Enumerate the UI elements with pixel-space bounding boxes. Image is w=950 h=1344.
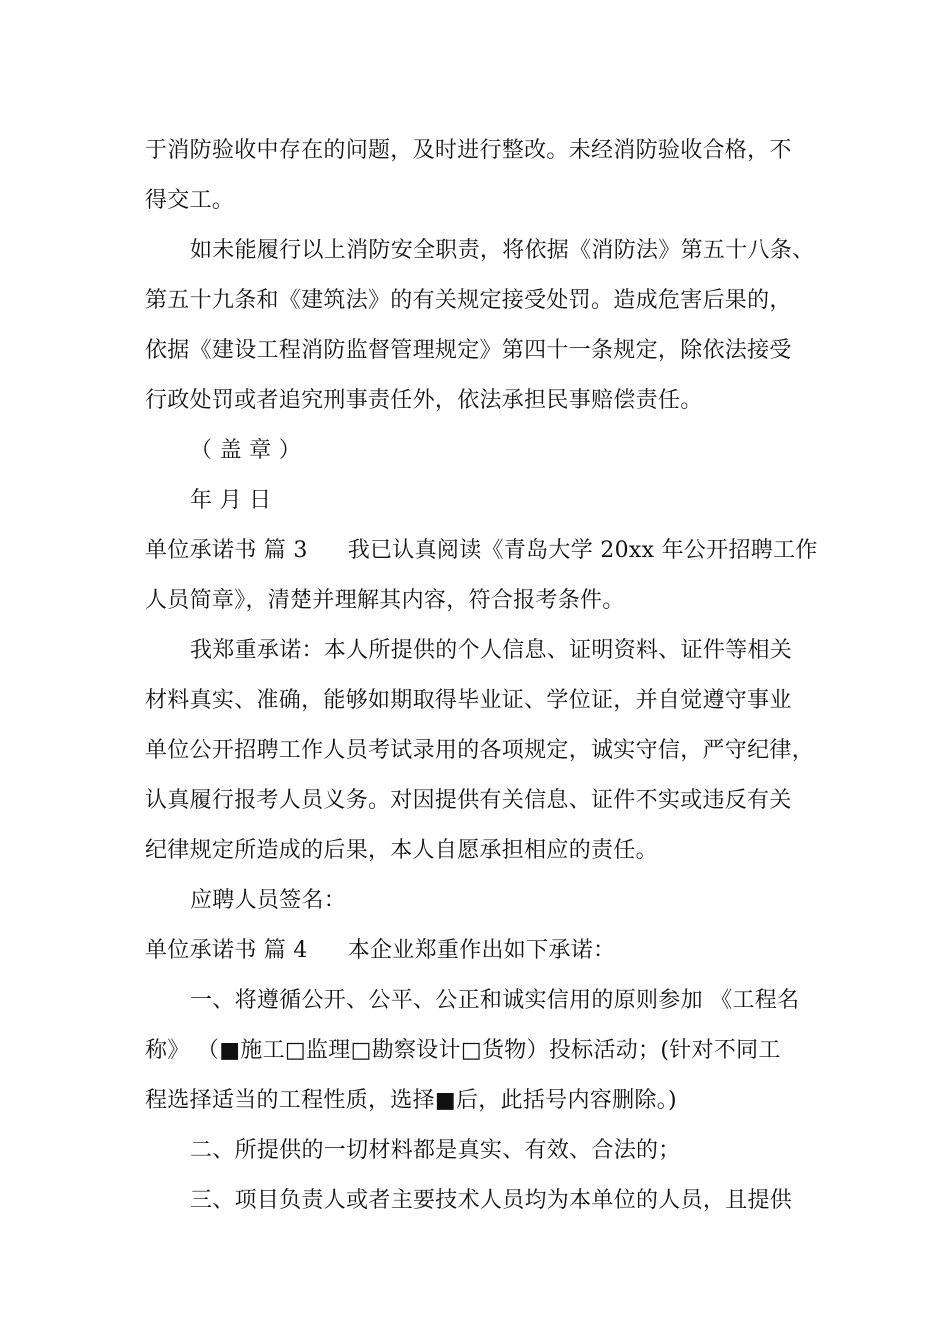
- text-line: 称》 （■施工□监理□勘察设计□货物）投标活动；(针对不同工: [145, 1038, 781, 1063]
- section-heading: 单位承诺书 篇 3: [145, 538, 308, 563]
- section-heading: 单位承诺书 篇 4: [145, 938, 308, 963]
- seal-placeholder: （ 盖 章 ）: [190, 438, 302, 463]
- text-line: 材料真实、准确，能够如期取得毕业证、学位证，并自觉遵守事业: [145, 688, 792, 713]
- text-line: 程选择适当的工程性质，选择■后，此括号内容删除。): [145, 1088, 677, 1113]
- text-line: 第五十九条和《建筑法》的有关规定接受处罚。造成危害后果的，: [145, 288, 792, 313]
- signature-label: 应聘人员签名：: [190, 888, 347, 913]
- text-line: 如未能履行以上消防安全职责，将依据《消防法》第五十八条、: [190, 238, 815, 263]
- section-heading-line: [145, 536, 818, 566]
- text-line: 人员简章》，清楚并理解其内容，符合报考条件。: [145, 588, 625, 613]
- text-line: 认真履行报考人员义务。对因提供有关信息、证件不实或违反有关: [145, 788, 792, 813]
- text-line: 行政处罚或者追究刑事责任外，依法承担民事赔偿责任。: [145, 388, 703, 413]
- text-line: 一、将遵循公开、公平、公正和诚实信用的原则参加 《工程名: [190, 988, 800, 1013]
- text-line: 本企业郑重作出如下承诺：: [347, 938, 616, 963]
- text-line: 单位公开招聘工作人员考试录用的各项规定，诚实守信，严守纪律，: [145, 738, 815, 763]
- text-line: 二、所提供的一切材料都是真实、有效、合法的；: [190, 1138, 681, 1163]
- date-placeholder: 年 月 日: [190, 488, 272, 513]
- text-line: 我郑重承诺：本人所提供的个人信息、证明资料、证件等相关: [190, 638, 793, 663]
- text-line: 得交工。: [145, 188, 235, 213]
- text-line: 纪律规定所造成的后果，本人自愿承担相应的责任。: [145, 838, 658, 863]
- section-heading-line: [145, 936, 615, 966]
- text-line: 于消防验收中存在的问题，及时进行整改。未经消防验收合格，不: [145, 138, 792, 163]
- text-line: 我已认真阅读《青岛大学 20xx 年公开招聘工作: [347, 538, 818, 563]
- text-line: 依据《建设工程消防监督管理规定》第四十一条规定，除依法接受: [145, 338, 792, 363]
- text-line: 三、项目负责人或者主要技术人员均为本单位的人员，且提供: [190, 1188, 793, 1213]
